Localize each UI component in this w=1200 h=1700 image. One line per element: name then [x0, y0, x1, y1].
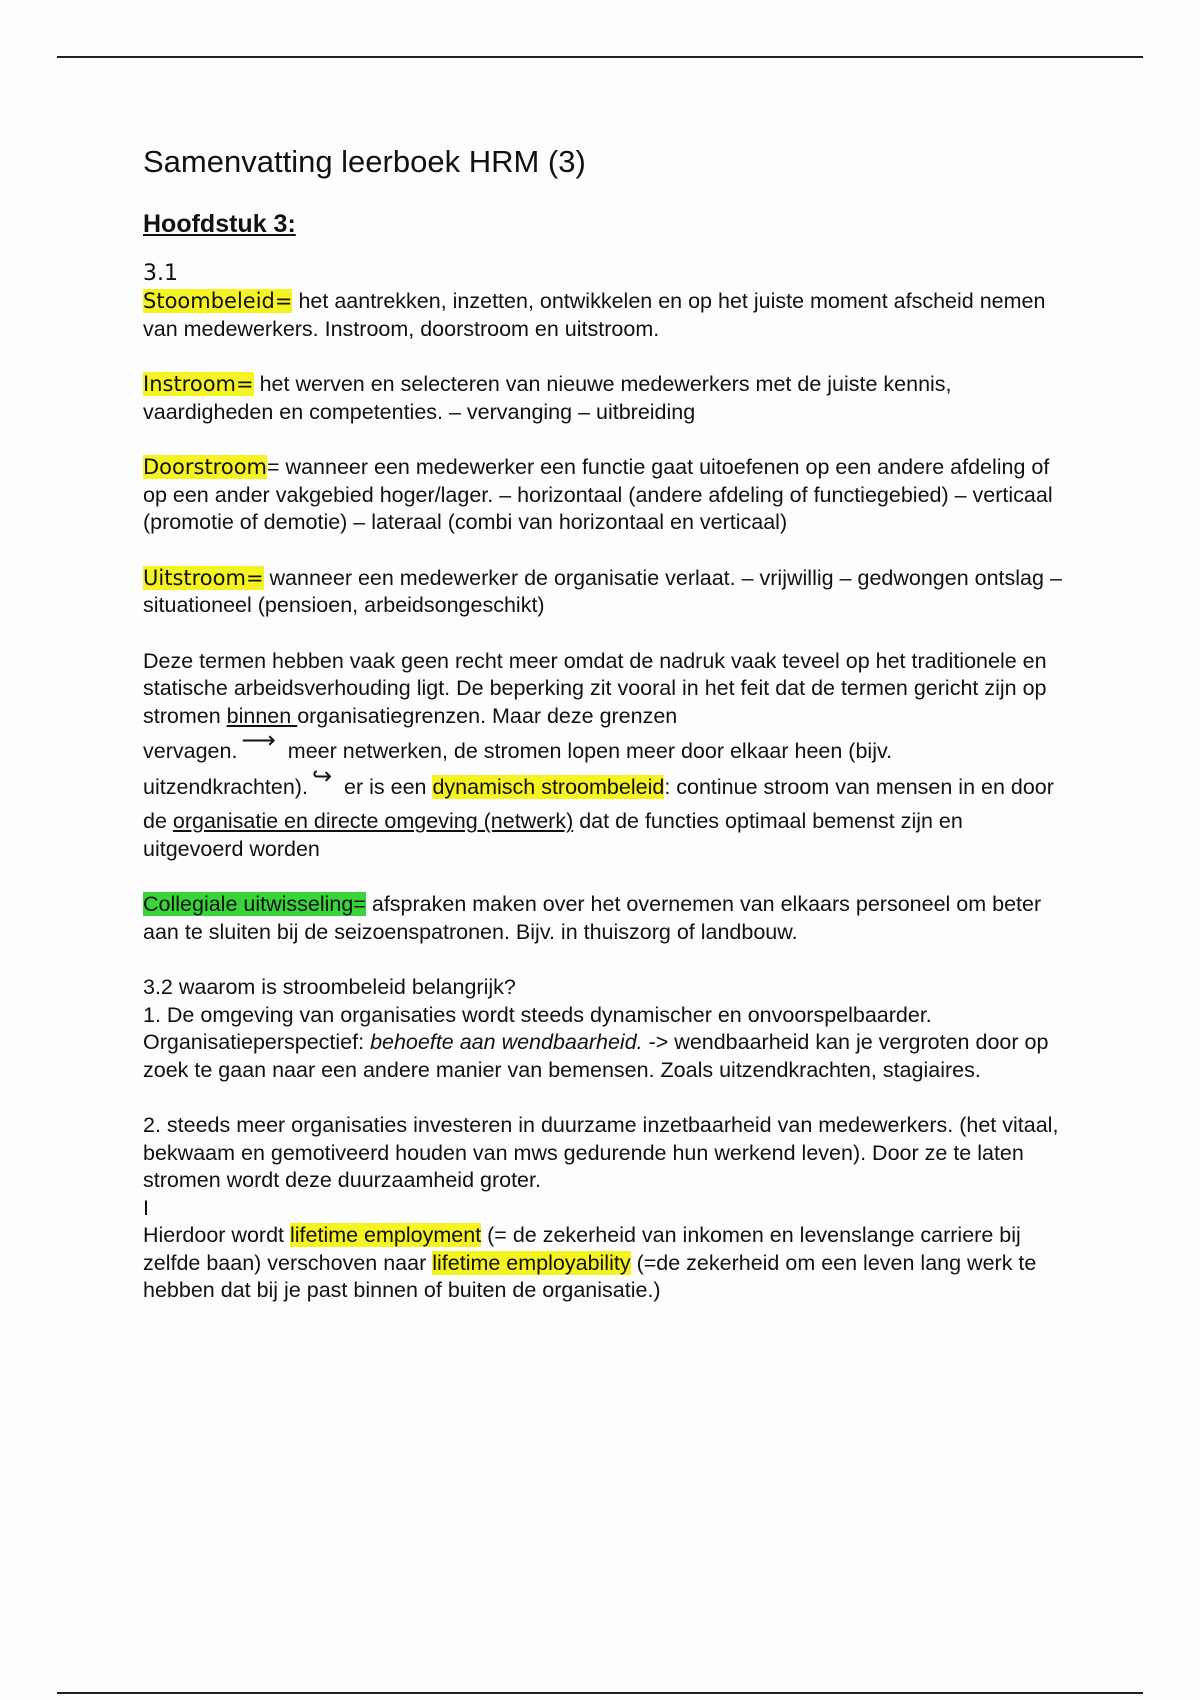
lifetime-text-b: (= de zekerheid van inkomen en levenslange carriere bij zelfde baan) verschoven naar: [143, 1223, 1021, 1275]
hook-arrow-icon: ↪: [311, 763, 333, 790]
point-1-text-a: 1. De omgeving van organisaties wordt steeds dynamischer en onvoorspelbaarder. Organisatieperspectief:: [143, 1002, 932, 1054]
point-1-italic: behoefte aan wendbaarheid.: [370, 1030, 643, 1054]
collegiale-text: afspraken maken over het overnemen van elkaars personeel om beter aan te sluiten bij de seizoenspatronen. Bijv. in thuiszorg of landbouw.: [143, 892, 1042, 944]
collegiale-paragraph: [143, 891, 1063, 946]
uitstroom-term: Uitstroom=: [143, 565, 264, 590]
lifetime-text-a: Hierdoor wordt: [143, 1223, 290, 1247]
lifetime-employment-highlight: lifetime employment: [289, 1223, 482, 1247]
section-3-2-point-1: [143, 1002, 1063, 1085]
deze-text-1: Deze termen hebben vaak geen recht meer omdat de nadruk vaak teveel op het traditionele en statische arbeidsverhouding ligt. De beperking zit vooral in het feit dat de termen gericht zijn op stromen: [143, 648, 1047, 728]
deze-text-3: vervagen.: [143, 739, 238, 763]
deze-text-2: organisatiegrenzen. Maar deze grenzen: [297, 703, 678, 728]
section-3-2-heading: 3.2 waarom is stroombeleid belangrijk?: [143, 975, 516, 999]
doorstroom-paragraph: [143, 454, 1063, 537]
stroombeleid-term: Stoombeleid=: [143, 289, 293, 313]
section-number-3-1: 3.1: [143, 261, 178, 286]
collegiale-term: Collegiale uitwisseling=: [143, 892, 366, 916]
top-rule: [57, 56, 1143, 58]
stroombeleid-paragraph: [143, 288, 1063, 343]
lifetime-text-c: (=de zekerheid om een leven lang werk te hebben dat bij je past binnen of buiten de organisatie.): [143, 1250, 1037, 1302]
uitstroom-text: wanneer een medewerker de organisatie verlaat. – vrijwillig – gedwongen ontslag – situationeel (pensioen, arbeidsongeschikt): [143, 565, 1062, 617]
instroom-text: het werven en selecteren van nieuwe medewerkers met de juiste kennis, vaardigheden en competenties. – vervanging – uitbreiding: [143, 372, 952, 424]
lifetime-employability-highlight: lifetime employability: [432, 1250, 631, 1275]
stroombeleid-text: het aantrekken, inzetten, ontwikkelen en op het juiste moment afscheid nemen van medewerkers. Instroom, doorstroom en uitstroom.: [143, 289, 1046, 341]
uitstroom-paragraph: [143, 565, 1063, 620]
right-arrow-icon: ⟶: [241, 727, 276, 754]
deze-termen-paragraph: [143, 648, 1063, 731]
section-3-2-point-2: 2. steeds meer organisaties investeren in duurzame inzetbaarheid van medewerkers. (het vitaal, bekwaam en gemotiveerd houden van mws gedurende hun werkend leven). Door ze te laten stromen wordt deze duurzaamheid groter.: [143, 1113, 1059, 1192]
instroom-term: Instroom=: [143, 372, 254, 396]
deze-text-8: dat de functies optimaal bemenst zijn en uitgevoerd worden: [143, 809, 963, 861]
chapter-heading: Hoofdstuk 3:: [143, 210, 296, 238]
stray-character: I: [143, 1195, 149, 1220]
deze-text-6: er is een: [338, 775, 433, 799]
deze-text-7: : continue stroom van mensen in en door de: [143, 775, 1054, 833]
underline-organisatie: organisatie en directe omgeving (netwerk): [172, 809, 574, 833]
document-title: Samenvatting leerboek HRM (3): [143, 144, 586, 179]
bottom-rule: [57, 1692, 1143, 1694]
doorstroom-text: = wanneer een medewerker een functie gaat uitoefenen op een andere afdeling of op een ander vakgebied hoger/lager. – horizontaal (andere afdeling of functiegebied) – verticaal (promotie of demotie) – lateraal (combi van horizontaal en verticaal): [143, 455, 1053, 534]
lifetime-paragraph: [143, 1222, 1063, 1305]
instroom-paragraph: [143, 371, 1063, 426]
document-body: [143, 138, 1063, 1305]
dynamisch-lines: [143, 763, 1063, 863]
deze-text-4: meer netwerken, de stromen lopen meer door elkaar heen (bijv.: [281, 739, 893, 763]
deze-text-5: uitzendkrachten).: [143, 775, 308, 799]
underline-binnen: binnen: [226, 703, 298, 728]
dynamisch-stroombeleid-highlight: dynamisch stroombeleid: [432, 775, 665, 799]
doorstroom-term: Doorstroom: [143, 455, 268, 479]
point-1-text-b: -> wendbaarheid kan je vergroten door op zoek te gaan naar een andere manier van bemensen. Zoals uitzendkrachten, stagiaires.: [143, 1030, 1049, 1082]
